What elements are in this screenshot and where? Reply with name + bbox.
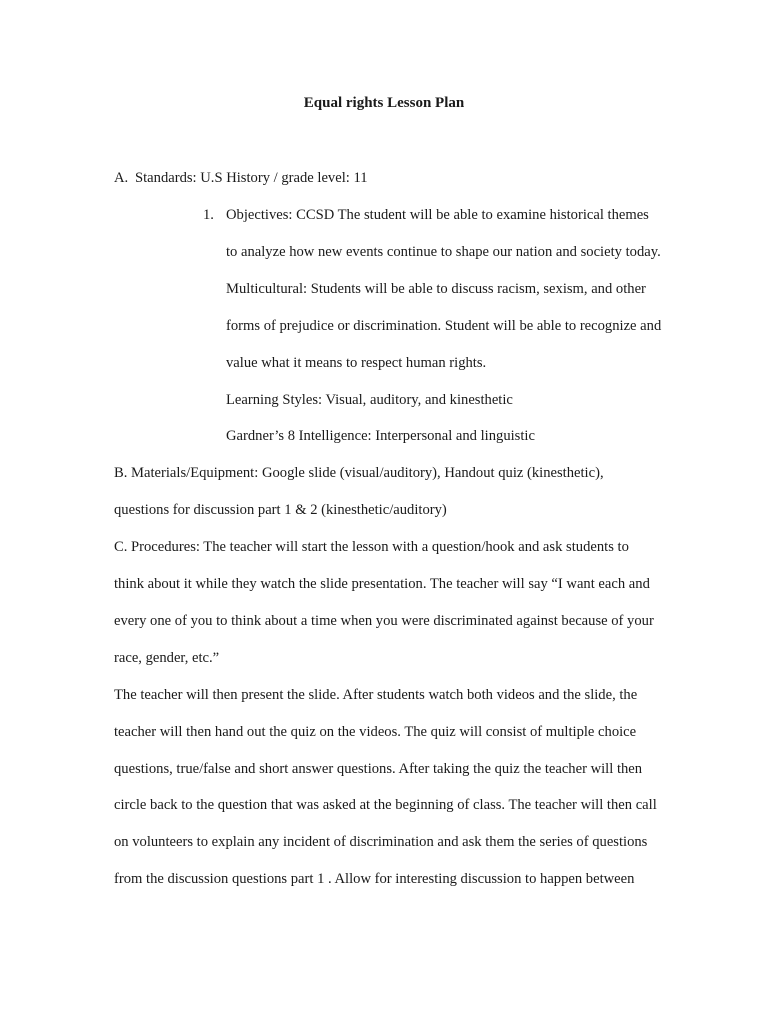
section-c-line-1: C. Procedures: The teacher will start the lesson with a question/hook and ask students to [114,539,629,555]
section-a-marker: A. [114,170,129,186]
document-title: Equal rights Lesson Plan [303,95,465,111]
item-1-line-5: value what it means to respect human rights. [226,355,487,371]
item-1-line-3: Multicultural: Students will be able to discuss racism, sexism, and other [226,281,646,297]
section-b-line-1: B. Materials/Equipment: Google slide (visual/auditory), Handout quiz (kinesthetic), [114,465,604,481]
item-1-line-1: Objectives: CCSD The student will be able to examine historical themes [226,207,649,223]
item-1-line-2: to analyze how new events continue to shape our nation and society today. [226,244,661,260]
section-b-line-2: questions for discussion part 1 & 2 (kinesthetic/auditory) [114,502,447,518]
section-c-line-2: think about it while they watch the slide presentation. The teacher will say “I want each and [114,576,650,592]
item-1-line-7: Gardner’s 8 Intelligence: Interpersonal and linguistic [226,428,535,444]
paragraph-line-3: questions, true/false and short answer questions. After taking the quiz the teacher will then [114,761,643,777]
objectives-line [203,205,649,225]
section-c-line-3: every one of you to think about a time when you were discriminated against because of your [114,613,654,629]
paragraph-line-2: teacher will then hand out the quiz on the videos. The quiz will consist of multiple choice [114,724,637,740]
paragraph-line-4: circle back to the question that was asked at the beginning of class. The teacher will then call [114,797,657,813]
section-a-line [114,168,368,188]
paragraph-line-6: from the discussion questions part 1 . Allow for interesting discussion to happen between [114,871,635,887]
paragraph-line-1: The teacher will then present the slide. After students watch both videos and the slide, the [114,687,638,703]
paragraph-line-5: on volunteers to explain any incident of discrimination and ask them the series of questions [114,834,648,850]
item-1-marker: 1. [203,207,214,223]
section-c-line-4: race, gender, etc.” [114,650,220,666]
item-1-line-6: Learning Styles: Visual, auditory, and kinesthetic [226,392,513,408]
item-1-line-4: forms of prejudice or discrimination. Student will be able to recognize and [226,318,662,334]
section-a-text: Standards: U.S History / grade level: 11 [135,170,368,186]
